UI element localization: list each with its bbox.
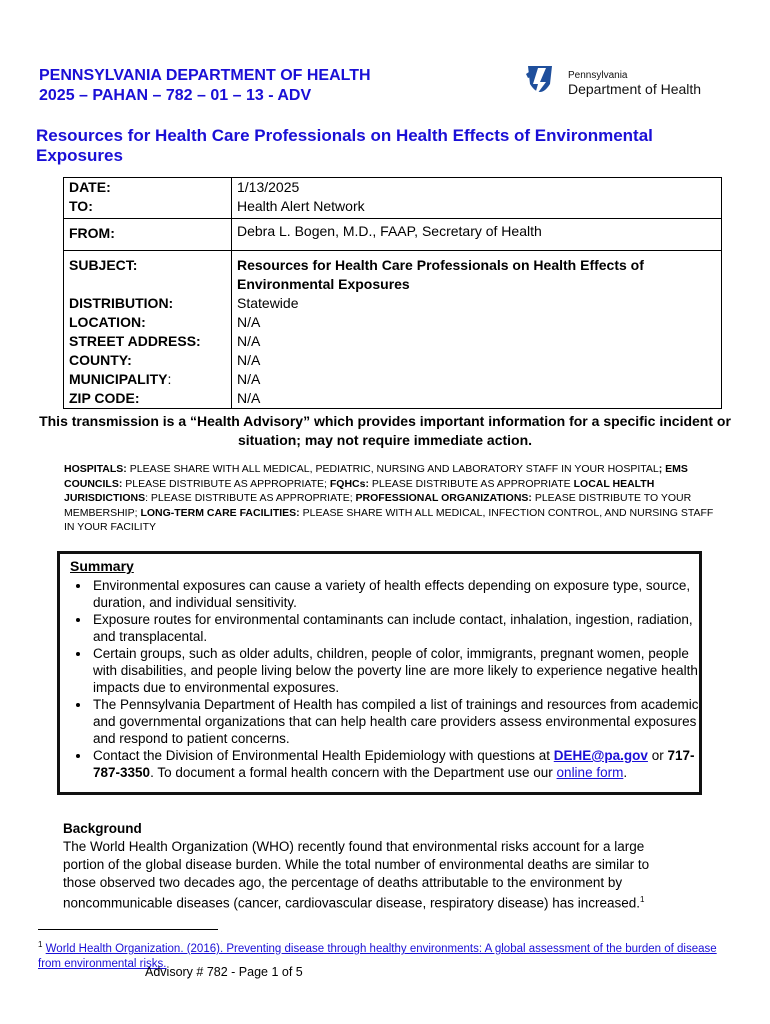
summary-bullet: • Certain groups, such as older adults, children, people of color, immigrants, pregnant women, people with disabilities, and people living below the poverty line are more likely to experience negative health impacts due to environmental exposures.	[91, 645, 699, 696]
contact-phone: 717-787-3350	[93, 748, 695, 780]
from-label: FROM:	[64, 219, 232, 251]
footnote	[38, 937, 728, 972]
advisory-meta-table	[63, 177, 722, 409]
dist-hospitals-label: HOSPITALS:	[64, 463, 127, 475]
summary-bullet: • Environmental exposures can cause a variety of health effects depending on exposure type, source, duration, and individual sensitivity.	[91, 577, 699, 611]
summary-heading: Summary	[70, 558, 134, 574]
dist-prof-text: PLEASE DISTRIBUTE TO YOUR MEMBERSHIP;	[64, 492, 692, 519]
keystone-logo-icon	[524, 64, 556, 102]
distribution-instructions	[64, 462, 724, 535]
municipality-value: N/A	[237, 371, 261, 387]
county-label: COUNTY:	[69, 352, 132, 368]
pa-health-logo	[524, 64, 714, 104]
dist-fqhc-label: FQHCs:	[329, 477, 369, 490]
footnote-divider	[38, 929, 218, 930]
footnote-mark: 1	[38, 940, 43, 949]
online-form-link[interactable]: online form	[556, 765, 624, 780]
summary-box	[57, 551, 702, 795]
municipality-label: MUNICIPALITY	[69, 371, 168, 387]
header-line-1: PENNSYLVANIA DEPARTMENT OF HEALTH	[39, 67, 371, 84]
contact-text-end: .	[623, 765, 628, 780]
contact-text-pre: Contact the Division of Environmental Health Epidemiology with questions at	[93, 748, 554, 763]
dist-hospitals-text: PLEASE SHARE WITH ALL MEDICAL, PEDIATRIC, NURSING AND LABORATORY STAFF IN YOUR HOSPITAL	[126, 463, 659, 475]
subject-value: Resources for Health Care Professionals on Health Effects of Environmental Exposures	[237, 257, 644, 292]
dist-ltc-text: PLEASE SHARE WITH ALL MEDICAL, INFECTION CONTROL, AND NURSING STAFF IN YOUR FACILITY	[64, 506, 714, 533]
distribution-value: Statewide	[237, 295, 299, 311]
meta-row-from	[64, 219, 722, 251]
subject-label: SUBJECT:	[69, 257, 138, 273]
street-address-label: STREET ADDRESS:	[69, 333, 201, 349]
dist-ltc-label: LONG-TERM CARE FACILITIES:	[140, 506, 300, 519]
dist-local-label: LOCAL HEALTH JURISDICTIONS	[64, 477, 655, 504]
to-label: TO:	[69, 198, 93, 214]
date-label: DATE:	[69, 179, 111, 195]
dist-fqhc-text: PLEASE DISTRIBUTE AS APPROPRIATE	[368, 477, 574, 490]
background-text: The World Health Organization (WHO) recently found that environmental risks account for a large portion of the global disease burden. While the total number of environmental deaths are similar to those observed two decades ago, the percentage of deaths attributable to the environment by noncommunicable diseases (cancer, cardiovascular disease, respiratory disease) has increased.	[63, 839, 650, 911]
dehe-email-link[interactable]: DEHE@pa.gov	[553, 748, 648, 763]
distribution-label: DISTRIBUTION:	[69, 295, 174, 311]
location-value: N/A	[237, 314, 261, 330]
footnote-ref[interactable]: 1	[640, 895, 645, 905]
advisory-note: This transmission is a “Health Advisory” which provides important information for a specific incident or situation; may not require immediate action.	[39, 413, 731, 448]
contact-text-mid: . To document a formal health concern with the Department use our	[150, 765, 557, 780]
contact-text-or: or	[647, 748, 668, 763]
dist-prof-label: PROFESSIONAL ORGANIZATIONS:	[355, 492, 532, 504]
summary-bullet: • Exposure routes for environmental contaminants can include contact, inhalation, ingestion, radiation, and transplacental.	[91, 611, 699, 645]
dist-local-text: : PLEASE DISTRIBUTE AS APPROPRIATE;	[145, 492, 356, 504]
zip-code-label: ZIP CODE:	[69, 390, 140, 406]
header-line-2: 2025 – PAHAN – 782 – 01 – 13 - ADV	[39, 87, 312, 104]
dist-ems-text: PLEASE DISTRIBUTE AS APPROPRIATE;	[122, 477, 330, 490]
meta-row-subject	[64, 251, 722, 409]
zip-code-value: N/A	[237, 390, 261, 406]
from-value: Debra L. Bogen, M.D., FAAP, Secretary of Health	[232, 219, 722, 251]
location-label: LOCATION:	[69, 314, 146, 330]
to-value: Health Alert Network	[237, 198, 365, 214]
document-header	[39, 66, 371, 106]
summary-bullet-contact	[91, 747, 699, 781]
summary-list	[65, 577, 699, 781]
meta-row-date-to	[64, 178, 722, 219]
summary-bullet: • The Pennsylvania Department of Health has compiled a list of trainings and resources from academic and governmental organizations that can help health care providers assess environmental exposures and respond to patient concerns.	[91, 696, 699, 747]
background-heading: Background	[63, 821, 142, 836]
page-title: Resources for Health Care Professionals on Health Effects of Environmental Exposures	[36, 126, 653, 165]
date-value: 1/13/2025	[237, 179, 300, 195]
logo-text-department: Department of Health	[568, 81, 702, 97]
page-footer: Advisory # 782 - Page 1 of 5	[145, 965, 303, 979]
dist-ems-label: ; EMS COUNCILS:	[64, 463, 688, 490]
street-address-value: N/A	[237, 333, 261, 349]
footnote-link[interactable]: World Health Organization. (2016). Preventing disease through healthy environments: A global assessment of the burden of disease from environmental risks.	[38, 942, 717, 970]
county-value: N/A	[237, 352, 261, 368]
municipality-colon: :	[167, 371, 172, 387]
logo-text-state: Pennsylvania	[568, 70, 628, 81]
background-body	[63, 838, 683, 913]
